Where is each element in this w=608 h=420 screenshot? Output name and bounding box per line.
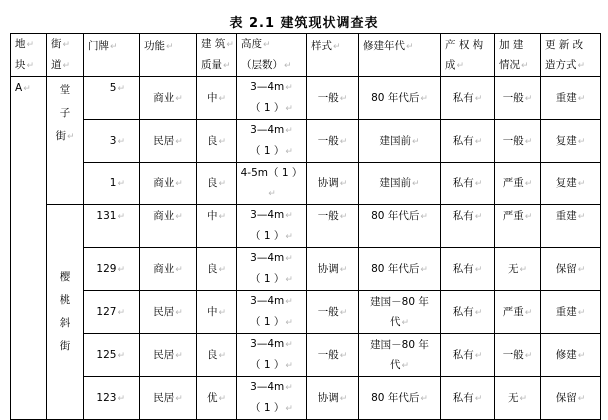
style: 协调↵ <box>307 377 359 420</box>
addition: 无↵ <box>495 377 541 420</box>
build-year: 80 年代后↵ <box>359 377 441 420</box>
header-addition: 加 建 情况↵ <box>495 34 541 77</box>
addition: 一般↵ <box>495 334 541 377</box>
table-row <box>11 205 601 248</box>
ownership: 私有↵ <box>441 377 495 420</box>
header-style: 样式↵ <box>307 34 359 77</box>
table-row <box>11 120 601 163</box>
renewal: 重建↵ <box>541 291 601 334</box>
function: 民居↵ <box>140 291 197 334</box>
function: 商业↵ <box>140 77 197 120</box>
header-quality: 建 筑↵ 质量↵ <box>197 34 237 77</box>
door-number: 127↵ <box>84 291 140 334</box>
height: 3—4m↵ （ 1 ）↵ <box>237 334 307 377</box>
renewal: 复建↵ <box>541 163 601 205</box>
header-build-year: 修建年代↵ <box>359 34 441 77</box>
height: 3—4m↵ （ 1 ）↵ <box>237 205 307 248</box>
street-cell-yingtaoxie: 樱 桃 斜 街 <box>47 205 84 420</box>
table-row <box>11 291 601 334</box>
build-year: 建国－80 年 代↵ <box>359 334 441 377</box>
addition: 严重↵ <box>495 205 541 248</box>
height: 3—4m↵ （ 1 ）↵ <box>237 77 307 120</box>
door-number: 129↵ <box>84 248 140 291</box>
street-cell-tangzi: 堂 子 街↵ <box>47 77 84 205</box>
build-year: 80 年代后↵ <box>359 248 441 291</box>
renewal: 重建↵ <box>541 77 601 120</box>
quality: 良↵ <box>197 163 237 205</box>
door-number: 1↵ <box>84 163 140 205</box>
build-year: 建国前↵ <box>359 120 441 163</box>
build-year: 建国－80 年 代↵ <box>359 291 441 334</box>
addition: 严重↵ <box>495 163 541 205</box>
header-ownership: 产 权 构 成↵ <box>441 34 495 77</box>
quality: 优↵ <box>197 377 237 420</box>
height: 3—4m↵ （ 1 ）↵ <box>237 248 307 291</box>
table-row <box>11 248 601 291</box>
quality: 中↵ <box>197 205 237 248</box>
build-year: 80 年代后↵ <box>359 77 441 120</box>
building-survey-table <box>10 33 601 420</box>
function: 商业↵ <box>140 163 197 205</box>
height: 4-5m（ 1 ）↵ <box>237 163 307 205</box>
ownership: 私有↵ <box>441 120 495 163</box>
function: 商业↵ <box>140 205 197 248</box>
height: 3—4m↵ （ 1 ）↵ <box>237 377 307 420</box>
style: 协调↵ <box>307 163 359 205</box>
function: 商业↵ <box>140 248 197 291</box>
door-number: 123↵ <box>84 377 140 420</box>
door-number: 3↵ <box>84 120 140 163</box>
door-number: 131↵ <box>84 205 140 248</box>
function: 民居↵ <box>140 377 197 420</box>
style: 协调↵ <box>307 248 359 291</box>
ownership: 私有↵ <box>441 77 495 120</box>
style: 一般↵ <box>307 291 359 334</box>
door-number: 5↵ <box>84 77 140 120</box>
addition: 无↵ <box>495 248 541 291</box>
district-cell: A↵ <box>11 77 47 420</box>
renewal: 保留↵ <box>541 248 601 291</box>
header-renewal: 更 新 改 造方式↵ <box>541 34 601 77</box>
header-height: 高度↵ （层数）↵ <box>237 34 307 77</box>
header-district: 地↵ 块↵ <box>11 34 47 77</box>
header-door-number: 门牌↵ <box>84 34 140 77</box>
ownership: 私有↵ <box>441 248 495 291</box>
style: 一般↵ <box>307 120 359 163</box>
quality: 中↵ <box>197 291 237 334</box>
addition: 严重↵ <box>495 291 541 334</box>
function: 民居↵ <box>140 120 197 163</box>
addition: 一般↵ <box>495 120 541 163</box>
ownership: 私有↵ <box>441 291 495 334</box>
renewal: 重建↵ <box>541 205 601 248</box>
height: 3—4m↵ （ 1 ）↵ <box>237 291 307 334</box>
renewal: 保留↵ <box>541 377 601 420</box>
ownership: 私有↵ <box>441 163 495 205</box>
door-number: 125↵ <box>84 334 140 377</box>
renewal: 修建↵ <box>541 334 601 377</box>
ownership: 私有↵ <box>441 334 495 377</box>
style: 一般↵ <box>307 334 359 377</box>
header-function: 功能↵ <box>140 34 197 77</box>
style: 一般↵ <box>307 205 359 248</box>
table-row <box>11 334 601 377</box>
ownership: 私有↵ <box>441 205 495 248</box>
addition: 一般↵ <box>495 77 541 120</box>
table-title: 表 2.1 建筑现状调查表 <box>229 16 379 31</box>
header-row <box>11 34 601 77</box>
table-row <box>11 77 601 120</box>
build-year: 80 年代后↵ <box>359 205 441 248</box>
function: 民居↵ <box>140 334 197 377</box>
height: 3—4m↵ （ 1 ）↵ <box>237 120 307 163</box>
style: 一般↵ <box>307 77 359 120</box>
quality: 良↵ <box>197 248 237 291</box>
quality: 良↵ <box>197 120 237 163</box>
quality: 中↵ <box>197 77 237 120</box>
header-street: 街↵ 道↵ <box>47 34 84 77</box>
table-row <box>11 163 601 205</box>
table-row <box>11 377 601 420</box>
quality: 良↵ <box>197 334 237 377</box>
build-year: 建国前↵ <box>359 163 441 205</box>
renewal: 复建↵ <box>541 120 601 163</box>
